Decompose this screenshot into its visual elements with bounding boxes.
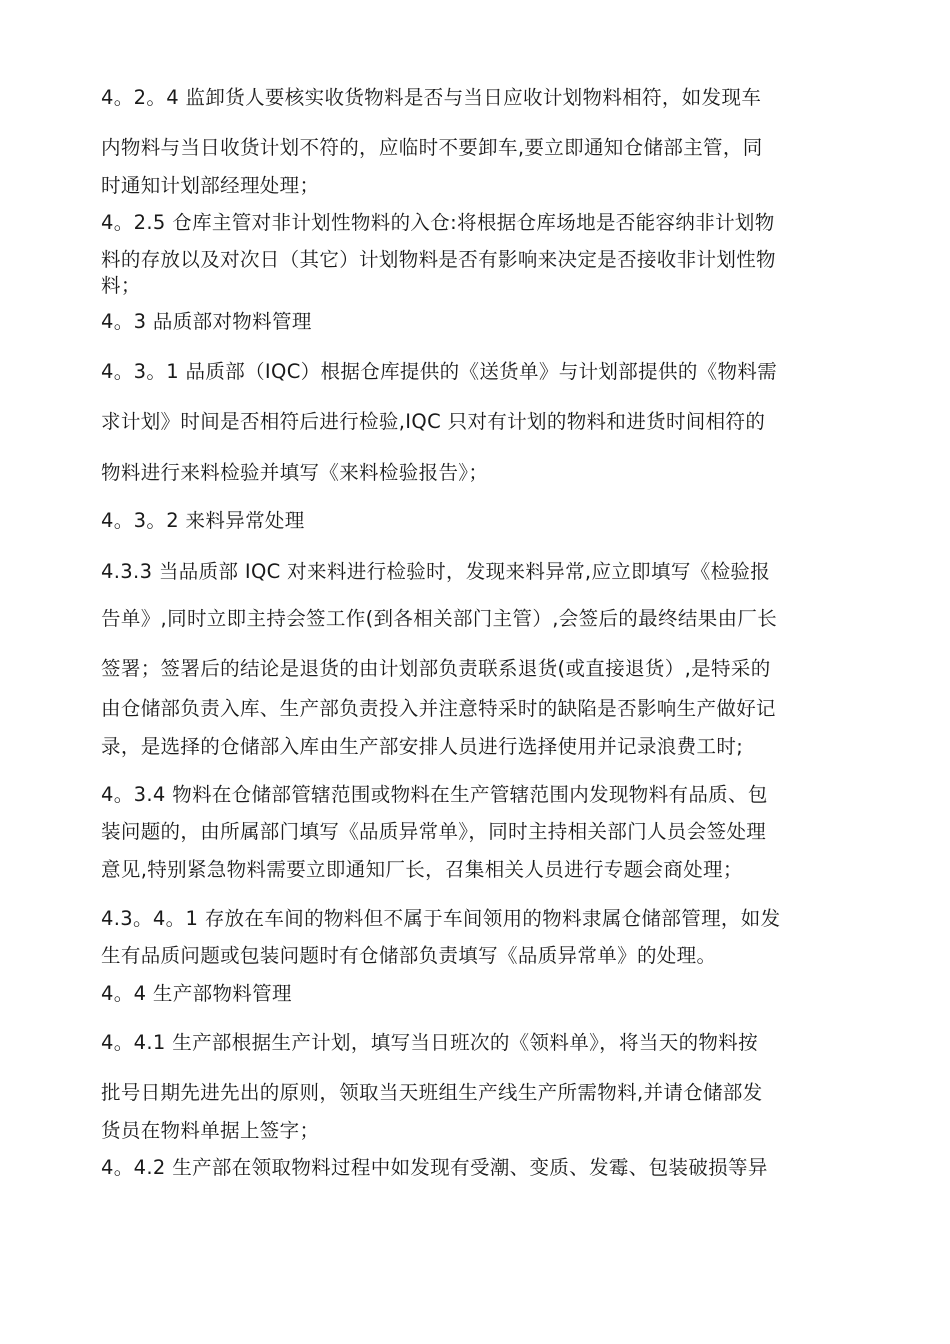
text-line: 录，是选择的仓储部入库由生产部安排人员进行选择使用并记录浪费工时; — [101, 735, 744, 758]
text-line: 货员在物料单据上签字； — [101, 1119, 320, 1142]
text-line: 求计划》时间是否相符后进行检验,IQC 只对有计划的物料和进货时间相符的 — [101, 410, 766, 433]
text-line: 由仓储部负责入库、生产部负责投入并注意特采时的缺陷是否影响生产做好记 — [101, 697, 776, 720]
text-line: 4。4 生产部物料管理 — [101, 982, 292, 1005]
text-line: 物料进行来料检验并填写《来料检验报告》； — [101, 461, 489, 484]
text-line: 批号日期先进先出的原则，领取当天班组生产线生产所需物料,并请仓储部发 — [101, 1081, 763, 1104]
text-line: 签署；签署后的结论是退货的由计划部负责联系退货(或直接退货）,是特采的 — [101, 657, 771, 680]
text-line: 料的存放以及对次日（其它）计划物料是否有影响来决定是否接收非计划性物 — [101, 248, 776, 271]
text-line: 装问题的，由所属部门填写《品质异常单》，同时主持相关部门人员会签处理 — [101, 820, 767, 843]
text-line: 4.3。4。1 存放在车间的物料但不属于车间领用的物料隶属仓储部管理，如发 — [101, 907, 781, 930]
text-line: 4。3 品质部对物料管理 — [101, 310, 312, 333]
text-line: 时通知计划部经理处理； — [101, 174, 320, 197]
text-line: 4.3.3 当品质部 IQC 对来料进行检验时，发现来料异常,应立即填写《检验报 — [101, 560, 771, 583]
text-line: 料； — [101, 274, 141, 297]
text-line: 4。3。2 来料异常处理 — [101, 509, 305, 532]
text-line: 4。3.4 物料在仓储部管辖范围或物料在生产管辖范围内发现物料有品质、包 — [101, 783, 768, 806]
text-line: 生有品质问题或包装问题时有仓储部负责填写《品质异常单》的处理。 — [101, 944, 717, 967]
text-line: 告单》,同时立即主持会签工作(到各相关部门主管）,会签后的最终结果由厂长 — [101, 607, 778, 630]
text-line: 4。2。4 监卸货人要核实收货物料是否与当日应收计划物料相符，如发现车 — [101, 86, 762, 109]
text-line: 4。3。1 品质部（IQC）根据仓库提供的《送货单》与计划部提供的《物料需 — [101, 360, 778, 383]
text-line: 4。4.2 生产部在领取物料过程中如发现有受潮、变质、发霉、包装破损等异 — [101, 1156, 768, 1179]
text-line: 4。4.1 生产部根据生产计划，填写当日班次的《领料单》，将当天的物料按 — [101, 1031, 758, 1054]
text-line: 4。2.5 仓库主管对非计划性物料的入仓:将根据仓库场地是否能容纳非计划物 — [101, 211, 775, 234]
text-line: 意见,特别紧急物料需要立即通知厂长，召集相关人员进行专题会商处理； — [101, 858, 743, 881]
text-line: 内物料与当日收货计划不符的，应临时不要卸车,要立即通知仓储部主管，同 — [101, 136, 763, 159]
